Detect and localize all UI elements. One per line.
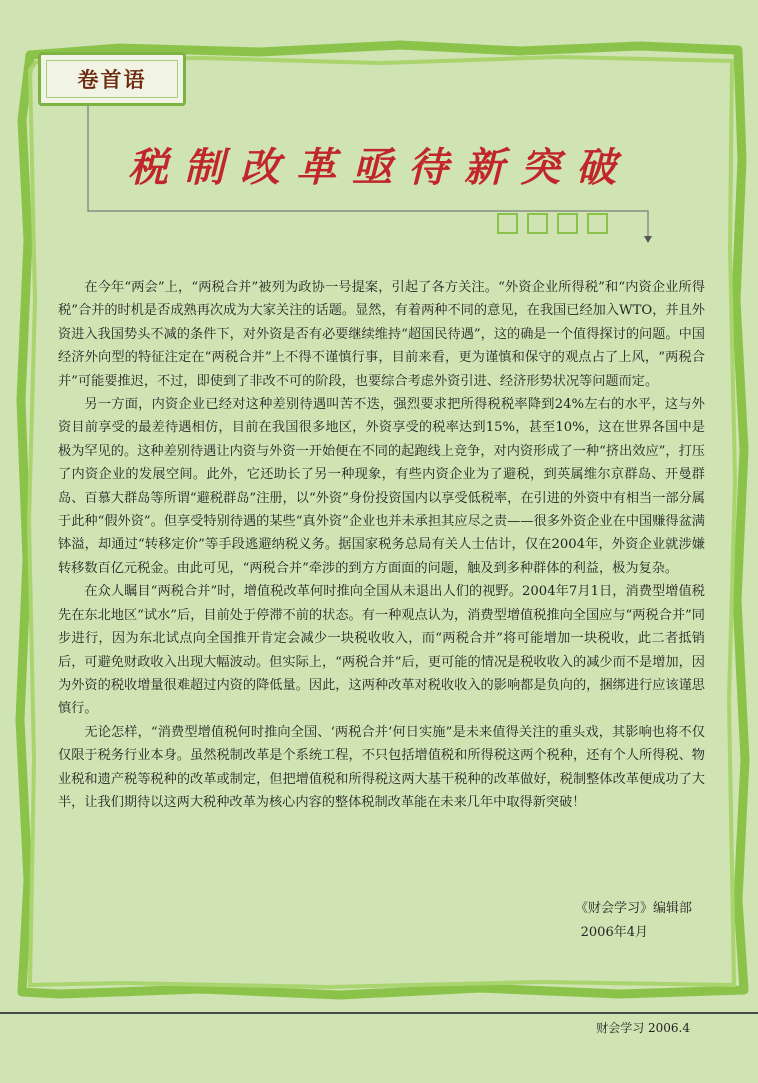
square-icon bbox=[557, 213, 578, 234]
section-badge bbox=[38, 52, 186, 106]
decorative-squares bbox=[497, 213, 608, 234]
article-paragraph: 无论怎样，“消费型增值税何时推向全国、‘两税合并’何日实施”是未来值得关注的重头戏，其影响也将不仅仅限于税务行业本身。虽然税制改革是个系统工程，不只包括增值税和所得税这两个税种，还有个人所得税、物业税和遗产税等税种的改革或制定，但把增值税和所得税这两大基干税种的改革做好，税制整体改革便成功了大半，让我们期待以这两大税种改革为核心内容的整体税制改革能在未来几年中取得新突破！ bbox=[58, 724, 705, 810]
square-icon bbox=[587, 213, 608, 234]
article-paragraph: 在今年“两会”上，“两税合并”被列为政协一号提案，引起了各方关注。“外资企业所得税”和“内资企业所得税”合并的时机是否成熟再次成为大家关注的话题。显然，有着两种不同的意见，在我国已经加入WTO，并且外资进入我国势头不减的条件下，对外资是否有必要继续维持“超国民待遇”，这的确是一个值得探讨的问题。中国经济外向型的特征注定在“两税合并”上不得不谨慎行事，目前来看，更为谨慎和保守的观点占了上风，“两税合并”可能要推迟，不过，即使到了非改不可的阶段，也要综合考虑外资引进、经济形势状况等问题而定。 bbox=[58, 280, 705, 389]
footer-divider bbox=[0, 1012, 758, 1014]
signature-block bbox=[392, 897, 692, 945]
badge-inner-border bbox=[46, 60, 178, 98]
article-body bbox=[58, 276, 705, 814]
signature-date: 2006年4月 bbox=[580, 925, 648, 940]
arrow-down-icon bbox=[644, 236, 652, 243]
article-paragraph: 另一方面，内资企业已经对这种差别待遇叫苦不迭，强烈要求把所得税税率降到24%左右的水平，这与外资目前享受的最差待遇相仿，目前在我国很多地区，外资享受的税率达到15%，甚至10%，这在世界各国中是极为罕见的。这种差别待遇让内资与外资一开始便在不同的起跑线上竞争，对内资形成了一种“挤出效应”，打压了内资企业的发展空间。此外，它还助长了另一种现象，有些内资企业为了避税，到英属维尔京群岛、开曼群岛、百慕大群岛等所谓“避税群岛”注册，以“外资”身份投资国内以享受低税率，在引进的外资中有相当一部分属于此种“假外资”。但享受特别待遇的某些“真外资”企业也并未承担其应尽之责——很多外资企业在中国赚得盆满钵溢，却通过“转移定价”等手段逃避纳税义务。据国家税务总局有关人士估计，仅在2004年，外资企业就涉嫌转移数百亿元税金。由此可见，“两税合并”牵涉的到方方面面的问题，触及到多种群体的利益，极为复杂。 bbox=[58, 397, 705, 576]
badge-label: 卷首语 bbox=[77, 67, 147, 92]
editor-name: 《财会学习》编辑部 bbox=[574, 901, 692, 916]
footer-text: 财会学习 2006.4 bbox=[596, 1021, 690, 1035]
square-icon bbox=[497, 213, 518, 234]
square-icon bbox=[527, 213, 548, 234]
page-title: 税制改革亟待新突破 bbox=[128, 144, 632, 191]
article-paragraph: 在众人瞩目“两税合并”时，增值税改革何时推向全国从未退出人们的视野。2004年7月1日，消费型增值税先在东北地区“试水”后，目前处于停滞不前的状态。有一种观点认为，消费型增值税推向全国应与“两税合并”同步进行，因为东北试点向全国推开肯定会减少一块税收收入，而“两税合并”将可能增加一块税收，此二者抵销后，可避免财政收入出现大幅波动。但实际上，“两税合并”后，更可能的情况是税收收入的减少而不是增加，因为外资的税收增量很难超过内资的降低量。因此，这两种改革对税收收入的影响都是负向的，捆绑进行应该谨思慎行。 bbox=[58, 584, 705, 717]
